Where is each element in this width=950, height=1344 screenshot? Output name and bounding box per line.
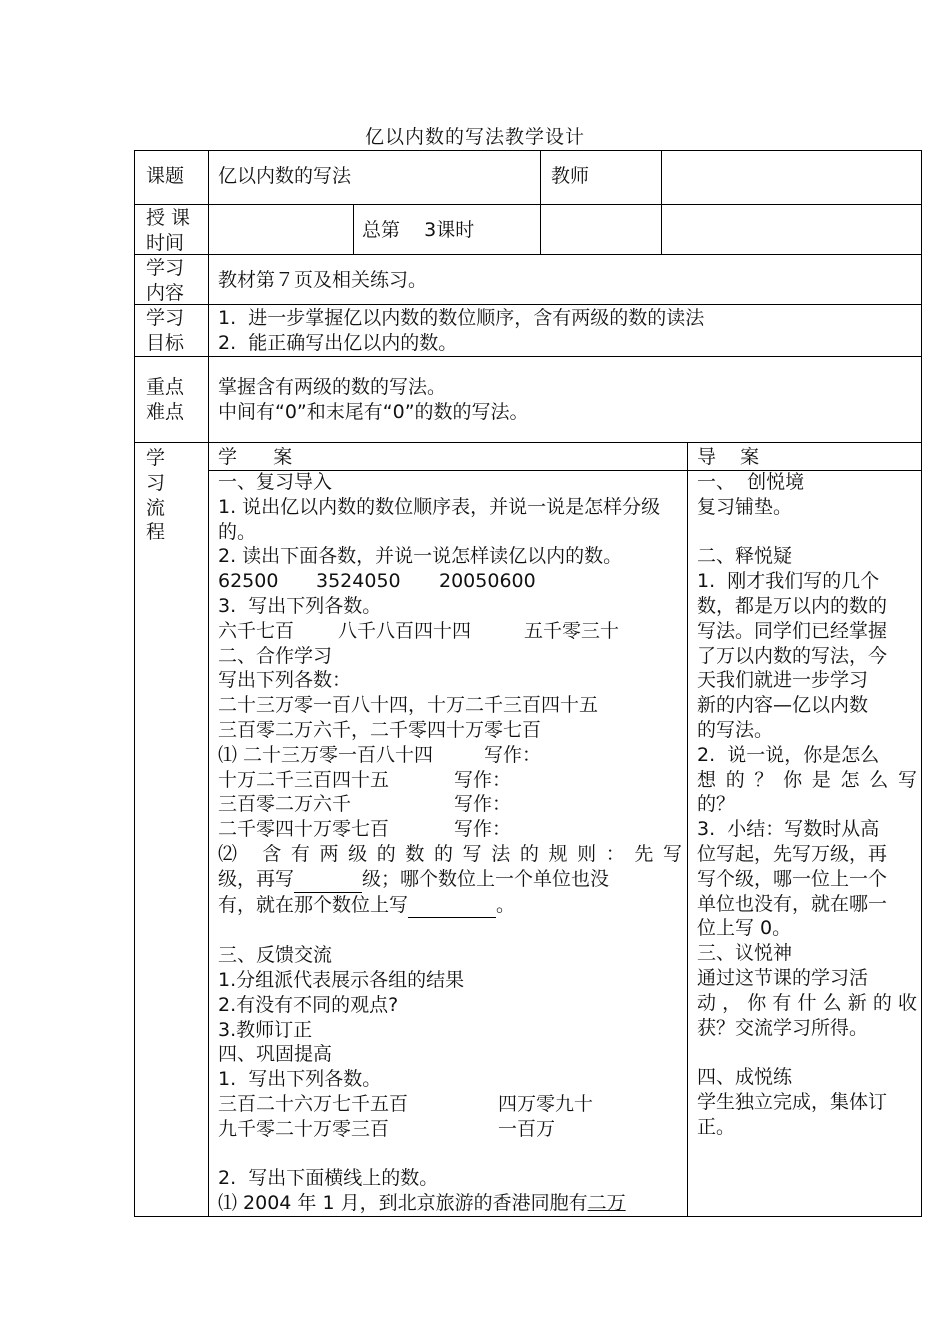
study-content-value: 教材第７页及相关练习。: [218, 269, 428, 291]
consolidation-row: [218, 1117, 682, 1142]
table-border-bottom: [134, 1216, 922, 1217]
label-process-char: 学: [146, 447, 166, 469]
table-rule-row3: [134, 304, 922, 305]
writing-rule-text: 级，再写: [218, 867, 295, 890]
write-row-label: 写作：: [454, 818, 512, 841]
guide-line: 动，你有什么新的收: [697, 991, 917, 1014]
guide-plan-header: 导 案: [697, 446, 760, 468]
consolidation-question-2-text: [218, 1191, 682, 1216]
table-border-right: [921, 150, 922, 1217]
table-rule-row5: [134, 442, 922, 443]
label-study-goals-line1: 学习: [146, 307, 185, 329]
guide-line: 数，都是万以内的数的: [697, 594, 888, 617]
label-teacher: 教师: [551, 165, 590, 187]
writing-rule-text: 。: [496, 893, 516, 916]
label-class-time-line1: 授 课: [146, 207, 191, 229]
review-numbers: [218, 569, 682, 594]
section-feedback-title: 三、反馈交流: [218, 944, 333, 967]
feedback-item: 2.有没有不同的观点?: [218, 993, 399, 1016]
write-row: [218, 817, 682, 842]
guide-line: 3. 小结：写数时从高: [697, 818, 880, 841]
guide-section-1-text: 复习铺垫。: [697, 495, 793, 518]
guide-line: 1. 刚才我们写的几个: [697, 570, 880, 593]
label-study-content-line2: 内容: [146, 281, 185, 304]
guide-line: 的？: [697, 793, 736, 816]
consolidation-word: 三百二十六万七千五百: [218, 1092, 409, 1115]
guide-line: 位写起，先写万级，再: [697, 842, 888, 865]
label-study-content-line1: 学习: [146, 257, 185, 279]
label-class-time: [146, 206, 190, 256]
write-row: [218, 768, 682, 793]
label-process-char: 程: [146, 521, 166, 544]
review-number: 3524050: [316, 570, 401, 593]
section-review-title: 一、复习导入: [218, 471, 333, 493]
consolidation-row: [218, 1092, 682, 1117]
study-plan-content: [218, 470, 682, 1216]
table-rule-label-col: [208, 150, 209, 1217]
guide-line: 通过这节课的学习活: [697, 966, 869, 989]
review-word: 六千七百: [218, 619, 295, 642]
guide-line: 想的？你是怎么写: [697, 768, 917, 791]
label-study-process: [146, 446, 165, 545]
review-question-1: 1. 说出亿以内数的数位顺序表，并说一说是怎样分级的。: [218, 495, 661, 543]
review-word: 五千零三十: [524, 619, 620, 642]
table-rule-guide-col: [687, 442, 688, 1217]
label-topic: 课题: [146, 165, 185, 187]
spacer: [697, 1040, 917, 1065]
write-row-number: 十万二千三百四十五: [218, 768, 390, 791]
section-cooperation-title: 二、合作学习: [218, 644, 333, 667]
feedback-item: 1.分组派代表展示各组的结果: [218, 968, 465, 991]
underlined-number: 二万: [587, 1192, 626, 1215]
fill-blank[interactable]: [294, 867, 362, 893]
guide-section-1-title: 一、 创悦境: [697, 471, 805, 493]
guide-section-4-title: 四、成悦练: [697, 1066, 793, 1089]
table-rule-col-c: [661, 150, 662, 255]
write-row: [218, 792, 682, 817]
guide-line: 学生独立完成，集体订: [697, 1090, 888, 1113]
guide-line: 写个级，哪一位上一个: [697, 867, 888, 890]
writing-rule-text: 有，就在那个数位上写: [218, 893, 409, 916]
table-rule-col-a: [353, 204, 354, 255]
write-row-number: 三百零二万六千: [218, 793, 352, 816]
writing-rule-line-3: [218, 893, 682, 919]
cooperation-line-1: 二十三万零一百八十四，十万二千三百四十五: [218, 694, 599, 717]
guide-line: 写法。同学们已经掌握: [697, 619, 888, 642]
topic-value: 亿以内数的写法: [218, 165, 352, 187]
write-row-number: 二千零四十万零七百: [218, 818, 390, 841]
guide-line: 天我们就进一步学习: [697, 669, 869, 692]
table-rule-row4: [134, 356, 922, 357]
review-number: 62500: [218, 570, 279, 593]
consolidation-word: 九千零二十万零三百: [218, 1117, 390, 1140]
guide-section-3-title: 三、议悦神: [697, 942, 793, 965]
guide-line: 获？交流学习所得。: [697, 1016, 869, 1039]
key-point-item: 中间有“0”和末尾有“0”的数的写法。: [218, 400, 529, 423]
guide-line: 了万以内数的写法，今: [697, 644, 888, 667]
guide-line: 2. 说一说，你是怎么: [697, 743, 880, 766]
writing-rule-text: 级；哪个数位上一个单位也没: [362, 867, 610, 890]
period-value: 总第 3课时: [362, 219, 475, 241]
consolidation-question-2: 2. 写出下面横线上的数。: [218, 1167, 439, 1190]
review-number: 20050600: [439, 570, 536, 593]
writing-rule-line-2: [218, 867, 682, 893]
consolidation-word: 四万零九十: [498, 1092, 594, 1115]
guide-line: 新的内容—亿以内数: [697, 694, 869, 717]
label-key-points: [146, 375, 184, 425]
key-points-list: [218, 375, 529, 425]
guide-line: 单位也没有，就在哪一: [697, 892, 888, 915]
section-consolidation-title: 四、巩固提高: [218, 1043, 333, 1066]
guide-line: 的写法。: [697, 718, 774, 741]
guide-line: 位上写 0。: [697, 917, 792, 940]
review-words: [218, 619, 682, 644]
guide-line: 正。: [697, 1115, 736, 1138]
guide-section-2-title: 二、释悦疑: [697, 545, 793, 568]
consolidation-question-1: 1. 写出下列各数。: [218, 1068, 382, 1091]
spacer: [697, 520, 917, 545]
label-class-time-line2: 时间: [146, 231, 185, 254]
feedback-item: 3.教师订正: [218, 1018, 313, 1041]
cooperation-intro: 写出下列各数：: [218, 669, 352, 692]
write-row-label: 写作：: [454, 768, 512, 791]
spacer: [218, 918, 682, 943]
write-row-number: ⑴ 二十三万零一百八十四: [218, 743, 434, 766]
label-process-char: 习: [146, 471, 166, 494]
fill-blank[interactable]: [408, 893, 496, 919]
writing-rule-line-1: ⑵ 含有两级的数的写法的规则：先写: [218, 842, 682, 865]
key-point-item: 掌握含有两级的数的写法。: [218, 376, 447, 398]
review-question-3: 3. 写出下列各数。: [218, 594, 382, 617]
review-question-2: 2. 读出下面各数，并说一说怎样读亿以内的数。: [218, 545, 623, 568]
guide-plan-content: [697, 470, 917, 1140]
label-study-goals: [146, 306, 184, 356]
table-border-top: [134, 150, 922, 151]
study-goal-item: 2. 能正确写出亿以内的数。: [218, 331, 458, 354]
label-key-points-line2: 难点: [146, 400, 185, 423]
study-plan-header: 学 案: [218, 446, 293, 468]
document-title: 亿以内数的写法教学设计: [364, 126, 585, 148]
label-study-goals-line2: 目标: [146, 331, 185, 354]
spacer: [218, 1142, 682, 1167]
label-study-content: [146, 256, 184, 306]
consolidation-word: 一百万: [498, 1117, 556, 1140]
cooperation-line-2: 三百零二万六千，二千零四十万零七百: [218, 718, 542, 741]
study-goals-list: [218, 306, 704, 356]
question-text: ⑴ 2004 年 1 月，到北京旅游的香港同胞有: [218, 1192, 588, 1215]
write-row-label: 写作：: [484, 743, 542, 766]
table-border-left: [134, 150, 135, 1217]
study-goal-item: 1. 进一步掌握亿以内数的数位顺序，含有两级的数的读法: [218, 307, 705, 329]
table-rule-row2: [134, 254, 922, 255]
review-word: 八千八百四十四: [338, 619, 472, 642]
table-rule-row1: [134, 204, 922, 205]
table-rule-col-b: [540, 150, 541, 255]
label-key-points-line1: 重点: [146, 376, 185, 398]
write-row-label: 写作：: [454, 793, 512, 816]
label-process-char: 流: [146, 496, 166, 519]
write-row: [218, 743, 682, 768]
